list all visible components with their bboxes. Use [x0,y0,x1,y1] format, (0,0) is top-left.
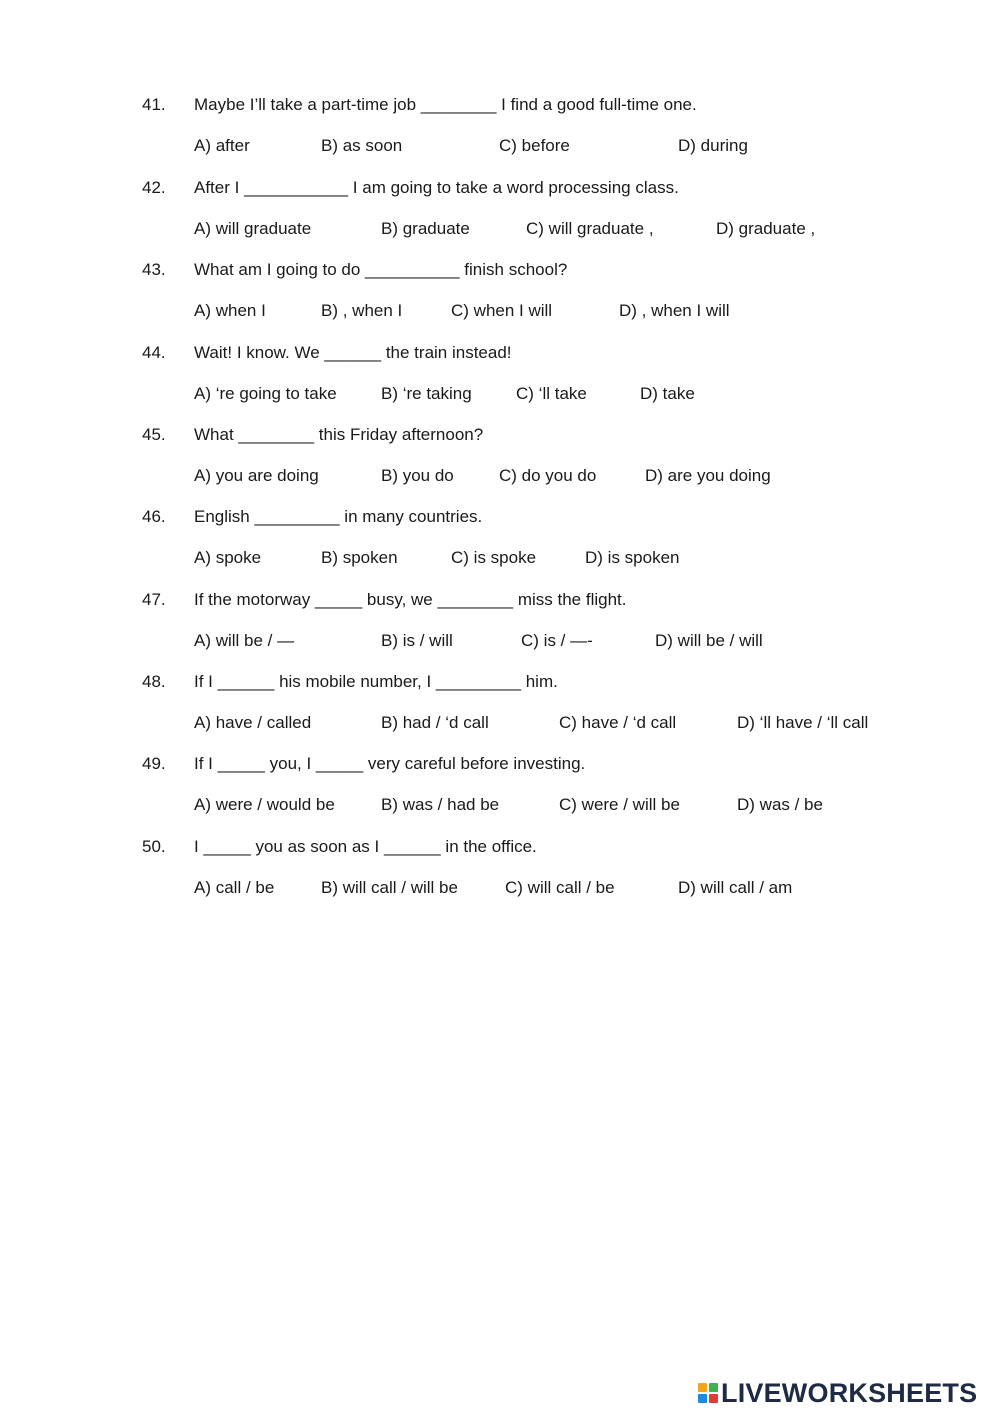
option-c[interactable]: C) ‘ll take [516,384,587,403]
answer-options [0,711,1000,735]
option-d[interactable]: D) are you doing [645,466,771,485]
question-text: English _________ in many countries. [194,507,483,526]
option-c[interactable]: C) before [499,136,570,155]
option-a[interactable]: A) after [194,136,250,155]
question-stem [0,176,1000,200]
option-c[interactable]: C) were / will be [559,795,680,814]
question-stem [0,93,1000,117]
logo-square [698,1394,707,1403]
option-b[interactable]: B) had / ‘d call [381,713,489,732]
option-c[interactable]: C) will call / be [505,878,615,897]
option-d[interactable]: D) graduate , [716,219,816,238]
option-d[interactable]: D) take [640,384,695,403]
answer-options [0,217,1000,241]
answer-options [0,629,1000,653]
question-text: What am I going to do __________ finish school? [194,260,568,279]
question-number: 47. [142,590,166,609]
question-number: 45. [142,425,166,444]
question-stem [0,752,1000,776]
option-c[interactable]: C) is / —- [521,631,593,650]
option-d[interactable]: D) is spoken [585,548,680,567]
option-c[interactable]: C) have / ‘d call [559,713,677,732]
option-d[interactable]: D) , when I will [619,301,730,320]
question-stem [0,505,1000,529]
option-d[interactable]: D) ‘ll have / ‘ll call [737,713,869,732]
question-number: 50. [142,837,166,856]
answer-options [0,134,1000,158]
question-text: If I ______ his mobile number, I _________ him. [194,672,558,691]
answer-options [0,299,1000,323]
option-c[interactable]: C) is spoke [451,548,537,567]
question-stem [0,670,1000,694]
logo-square [698,1383,707,1392]
question-text: What ________ this Friday afternoon? [194,425,484,444]
option-b[interactable]: B) , when I [321,301,403,320]
option-d[interactable]: D) during [678,136,748,155]
question-text: I _____ you as soon as I ______ in the office. [194,837,537,856]
option-c[interactable]: C) when I will [451,301,553,320]
option-b[interactable]: B) as soon [321,136,403,155]
logo-square [709,1383,718,1392]
liveworksheets-footer [698,1378,977,1408]
answer-options [0,464,1000,488]
option-b[interactable]: B) graduate [381,219,470,238]
answer-options [0,876,1000,900]
option-a[interactable]: A) will be / — [194,631,295,650]
question-text: If I _____ you, I _____ very careful before investing. [194,754,586,773]
option-c[interactable]: C) will graduate , [526,219,654,238]
option-a[interactable]: A) when I [194,301,266,320]
option-a[interactable]: A) spoke [194,548,262,567]
question-stem [0,835,1000,859]
question-stem [0,423,1000,447]
option-d[interactable]: D) will be / will [655,631,763,650]
question-number: 46. [142,507,166,526]
answer-options [0,793,1000,817]
option-a[interactable]: A) have / called [194,713,312,732]
option-b[interactable]: B) ‘re taking [381,384,472,403]
question-number: 43. [142,260,166,279]
question-text: After I ___________ I am going to take a word processing class. [194,178,679,197]
question-stem [0,341,1000,365]
answer-options [0,546,1000,570]
question-stem [0,258,1000,282]
question-number: 41. [142,95,166,114]
question-number: 49. [142,754,166,773]
answer-options [0,382,1000,406]
option-a[interactable]: A) call / be [194,878,275,897]
question-number: 48. [142,672,166,691]
question-number: 44. [142,343,166,362]
option-a[interactable]: A) will graduate [194,219,312,238]
option-d[interactable]: D) will call / am [678,878,793,897]
option-b[interactable]: B) spoken [321,548,398,567]
question-stem [0,588,1000,612]
question-number: 42. [142,178,166,197]
liveworksheets-logo-icon [698,1383,718,1403]
option-b[interactable]: B) is / will [381,631,453,650]
option-b[interactable]: B) was / had be [381,795,500,814]
question-text: If the motorway _____ busy, we ________ miss the flight. [194,590,627,609]
option-c[interactable]: C) do you do [499,466,597,485]
logo-square [709,1394,718,1403]
question-text: Maybe I’ll take a part-time job ________ I find a good full-time one. [194,95,697,114]
option-a[interactable]: A) you are doing [194,466,319,485]
brand-name: LIVEWORKSHEETS [721,1378,978,1408]
question-text: Wait! I know. We ______ the train instead! [194,343,512,362]
option-b[interactable]: B) will call / will be [321,878,458,897]
option-d[interactable]: D) was / be [737,795,823,814]
option-a[interactable]: A) were / would be [194,795,335,814]
option-b[interactable]: B) you do [381,466,454,485]
option-a[interactable]: A) ‘re going to take [194,384,337,403]
